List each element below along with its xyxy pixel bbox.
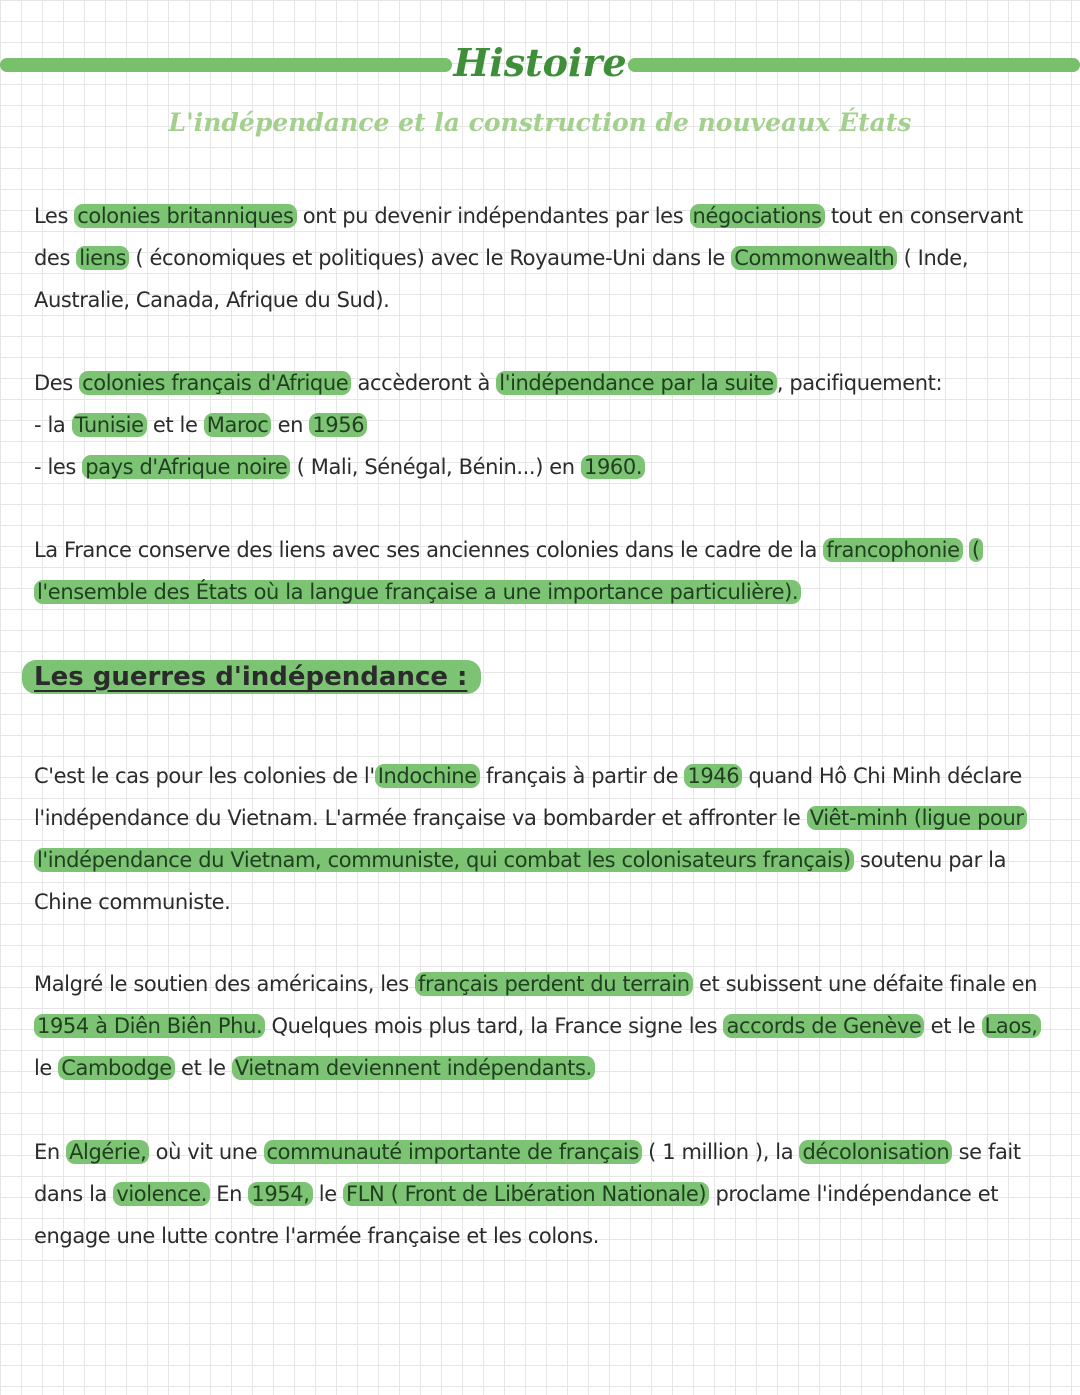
text-run: français à partir de (479, 764, 685, 788)
text-run: en (271, 413, 310, 437)
highlighted-text: 1946 (684, 764, 742, 788)
highlighted-text: 1960. (581, 455, 645, 479)
highlighted-text: communauté importante de français (264, 1140, 642, 1164)
text-run: et le (146, 413, 204, 437)
highlighted-text: Cambodge (58, 1056, 175, 1080)
highlighted-text: Vietnam deviennent indépendants. (232, 1056, 595, 1080)
section-heading: Les guerres d'indépendance : (22, 662, 481, 692)
text-run: le (312, 1182, 344, 1206)
text-run: proclame l'indépendance et engage une lutte contre l'armée française et les colons. (34, 1182, 999, 1248)
highlighted-text: Laos, (982, 1014, 1041, 1038)
text-run: ( Inde, Australie, Canada, Afrique du Sud). (34, 246, 969, 312)
text-run: et le (174, 1056, 232, 1080)
highlighted-text: 1954 à Diên Biên Phu. (34, 1014, 265, 1038)
highlighted-text: violence. (113, 1182, 210, 1206)
text-run (963, 538, 969, 562)
text-run: soutenu par la Chine communiste. (34, 848, 1007, 914)
text-run: et le (924, 1014, 982, 1038)
text-run: C'est le cas pour les colonies de l' (34, 764, 375, 788)
highlighted-text: Maroc (204, 413, 272, 437)
text-run: - les (34, 455, 83, 479)
paragraph-indochine (34, 755, 1049, 923)
highlighted-text: négociations (690, 204, 825, 228)
highlighted-text: Viêt-minh (ligue pour l'indépendance du Vietnam, communiste, qui combat les colonisateurs français) (34, 806, 1027, 872)
highlighted-text: accords de Genève (723, 1014, 924, 1038)
text-run: - la (34, 413, 72, 437)
highlighted-text: francophonie (823, 538, 962, 562)
text-run: se fait dans la (34, 1140, 1021, 1206)
highlighted-text: pays d'Afrique noire (82, 455, 290, 479)
text-run: le (34, 1056, 59, 1080)
text-run: Des (34, 371, 80, 395)
highlighted-text: Tunisie (72, 413, 147, 437)
text-run: où vit une (149, 1140, 264, 1164)
text-run: Quelques mois plus tard, la France signe les (265, 1014, 724, 1038)
paragraph-francophonie (34, 529, 1049, 613)
text-run: tout en conservant des (34, 204, 1023, 270)
text-run: ont pu devenir indépendantes par les (296, 204, 690, 228)
text-run: quand Hô Chi Minh déclare l'indépendance du Vietnam. L'armée française va bombarder et affronter le (34, 764, 1022, 830)
text-run: ( économiques et politiques) avec le Royaume-Uni dans le (129, 246, 732, 270)
text-run: En (34, 1140, 67, 1164)
highlighted-text: Algérie, (66, 1140, 149, 1164)
highlighted-text: décolonisation (799, 1140, 952, 1164)
paragraph-dien-bien-phu (34, 963, 1049, 1089)
highlighted-text: l'indépendance par la suite (496, 371, 777, 395)
text-run: accèderont à (351, 371, 497, 395)
highlighted-text: colonies britanniques (74, 204, 296, 228)
paragraph-commonwealth (34, 195, 1049, 321)
text-run: , pacifiquement: (776, 371, 943, 395)
highlighted-text: ( l'ensemble des États où la langue française a une importance particulière). (34, 538, 983, 604)
text-run: La France conserve des liens avec ses anciennes colonies dans le cadre de la (34, 538, 824, 562)
text-run: et subissent une défaite finale en (692, 972, 1038, 996)
paragraph-algerie (34, 1131, 1049, 1257)
highlighted-text: Commonwealth (731, 246, 897, 270)
highlighted-text: français perdent du terrain (415, 972, 693, 996)
text-run: Malgré le soutien des américains, les (34, 972, 416, 996)
text-run: ( 1 million ), la (641, 1140, 800, 1164)
text-run: Les (34, 204, 75, 228)
page-title: Histoire (453, 40, 627, 85)
highlighted-text: 1956 (309, 413, 367, 437)
highlighted-text: Indochine (375, 764, 480, 788)
text-run: ( Mali, Sénégal, Bénin...) en (290, 455, 581, 479)
page-subtitle: L'indépendance et la construction de nouveaux États (168, 108, 912, 137)
text-run: En (210, 1182, 249, 1206)
highlighted-text: FLN ( Front de Libération Nationale) (343, 1182, 709, 1206)
highlighted-text: liens (76, 246, 129, 270)
paragraph-african-colonies (34, 362, 1049, 488)
highlighted-text: colonies français d'Afrique (79, 371, 351, 395)
highlighted-text: 1954, (248, 1182, 312, 1206)
